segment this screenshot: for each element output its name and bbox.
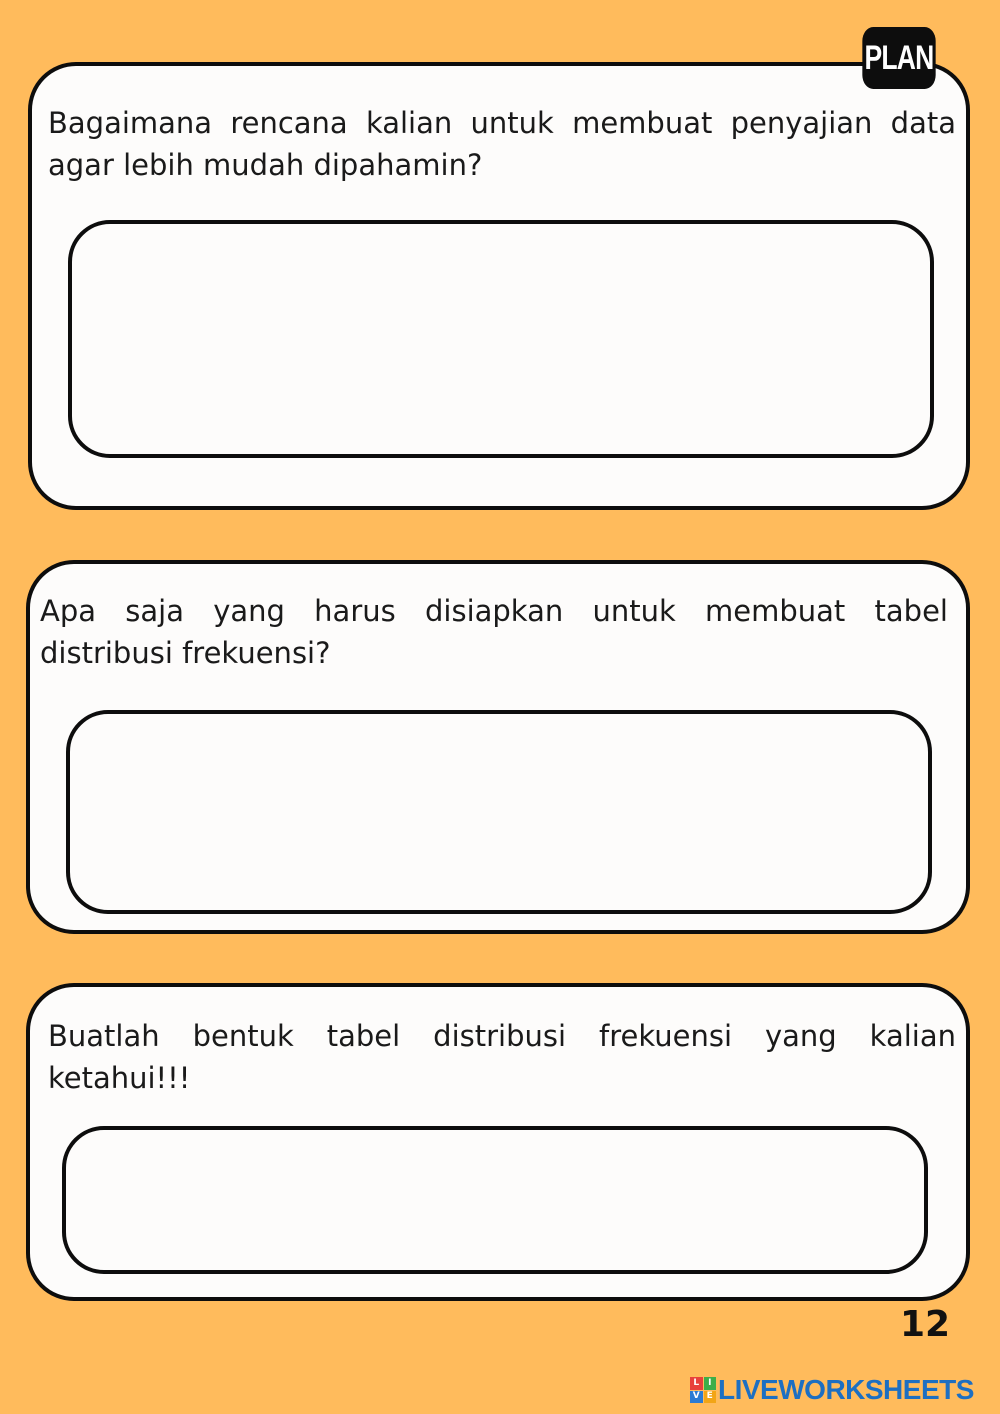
page-number: 12 bbox=[899, 1304, 951, 1345]
icon-letter-v: V bbox=[690, 1391, 703, 1404]
icon-letter-i: I bbox=[704, 1377, 717, 1390]
question-2-text: Apa saja yang harus disiapkan untuk membuat tabel distribusi frekuensi? bbox=[40, 594, 948, 670]
question-card-2 bbox=[26, 560, 970, 934]
answer-field-3[interactable] bbox=[62, 1126, 928, 1274]
watermark-text: LIVEWORKSHEETS bbox=[718, 1374, 974, 1405]
plan-badge: PLAN bbox=[862, 27, 935, 89]
question-card-3 bbox=[26, 983, 970, 1301]
liveworksheets-logo[interactable] bbox=[690, 1375, 974, 1405]
liveworksheets-icon bbox=[690, 1377, 716, 1403]
icon-letter-l: L bbox=[690, 1377, 703, 1390]
answer-field-1[interactable] bbox=[68, 220, 934, 458]
answer-field-2[interactable] bbox=[66, 710, 932, 914]
question-3-text: Buatlah bentuk tabel distribusi frekuensi yang kalian ketahui!!! bbox=[48, 1019, 956, 1095]
icon-letter-e: E bbox=[704, 1391, 717, 1404]
question-1-text: Bagaimana rencana kalian untuk membuat penyajian data agar lebih mudah dipahamin? bbox=[48, 106, 956, 182]
question-card-1 bbox=[28, 62, 970, 510]
